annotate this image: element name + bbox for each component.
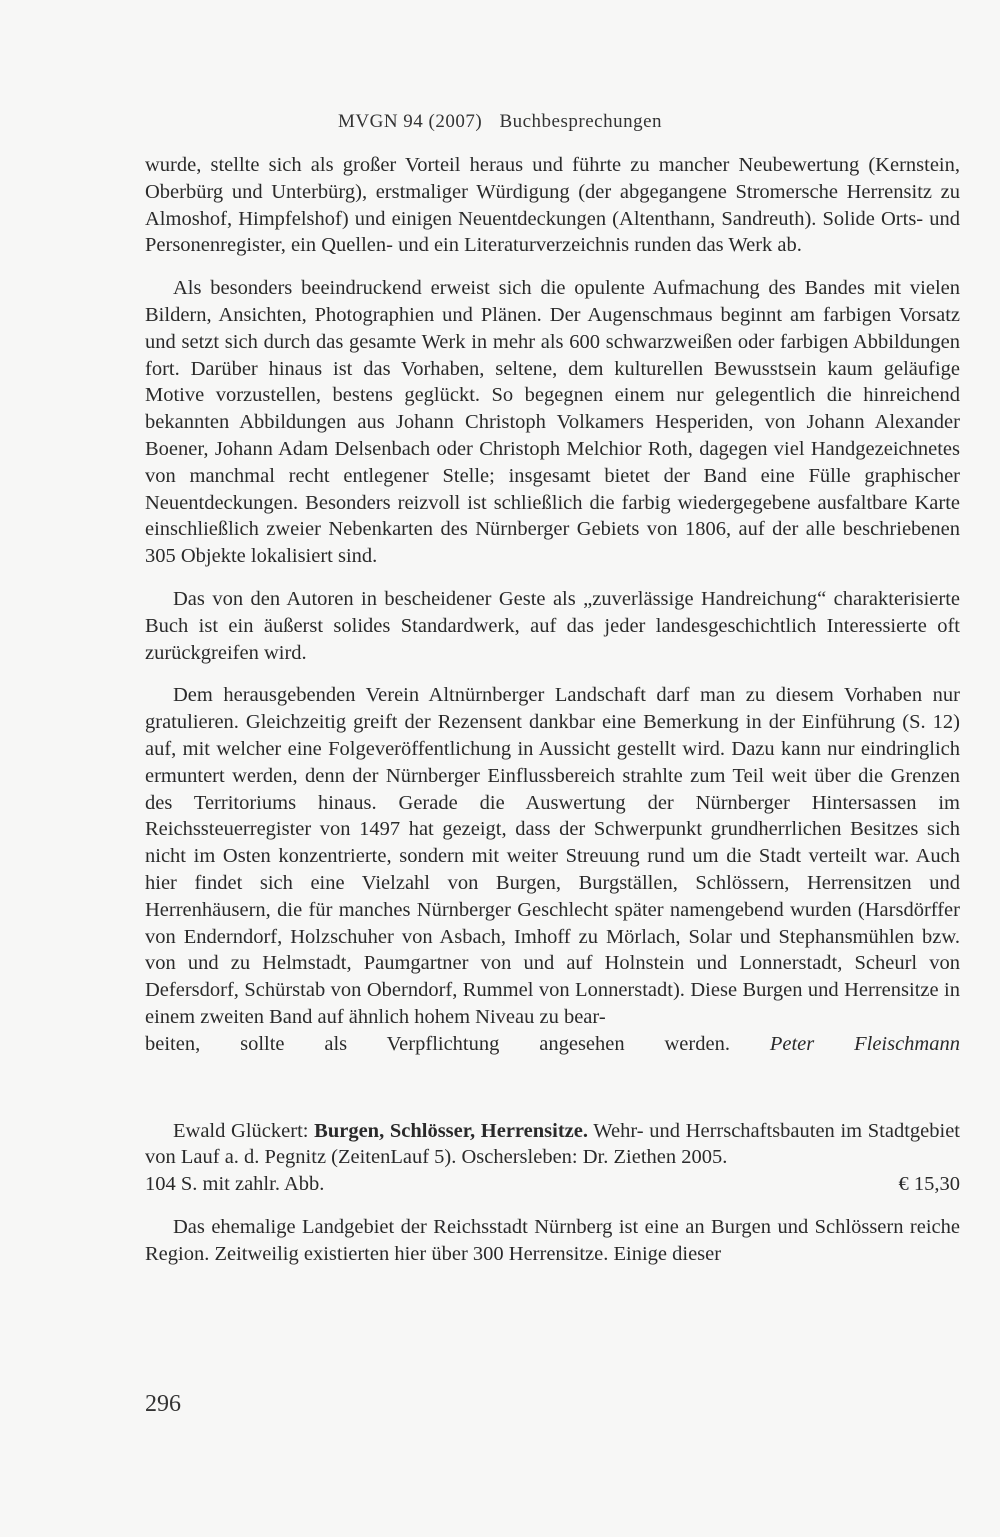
book-meta-line: [145, 1171, 960, 1198]
section-title: Buchbesprechungen: [499, 111, 663, 132]
book-details: Wehr- und Herrschaftsbauten im Stadtgebiet von Lauf a. d. Pegnitz (ZeitenLauf 5). Oschersleben: Dr. Ziethen 2005.: [145, 1119, 961, 1169]
book-author: Ewald Glückert:: [173, 1119, 309, 1142]
review-body-start: Das ehemalige Landgebiet der Reichsstadt Nürnberg ist eine an Burgen und Schlössern reiche Region. Zeitweilig existierten hier über 300 Herrensitze. Einige dieser: [145, 1215, 960, 1265]
signature-line: [145, 1031, 960, 1058]
book-title: Burgen, Schlösser, Herrensitze.: [314, 1119, 588, 1142]
paragraph-illustrations: Als besonders beeindruckend erweist sich die opulente Aufmachung des Bandes mit vielen Bildern, Ansichten, Photographien und Plänen. Der Augenschmaus beginnt am farbigen Vorsatz und setzt sich durch das gesamte Werk in mehr als 600 schwarzweißen oder farbigen Abbildungen fort. Darüber hinaus ist das Vorhaben, seltene, dem kulturellen Bewusstsein kaum geläufige Motive vorzustellen, bestens geglückt. So begegnen einem nur gelegentlich die hinreichend bekannten Abbildungen aus Johann Christoph Volkamers Hesperiden, von Johann Alexander Boener, Johann Adam Delsenbach oder Christoph Melchior Roth, dagegen viel Handgezeichnetes von manchmal recht entlegener Stelle; insgesamt bietet der Band eine Fülle graphischer Neuentdeckungen. Besonders reizvoll ist schließlich die farbig wiedergegebene ausfaltbare Karte einschließlich zweier Nebenkarten des Nürnberger Gebiets von 1806, auf der alle beschriebenen 305 Objekte lokalisiert sind.: [145, 277, 960, 568]
running-header: [0, 111, 1000, 133]
paragraph-conclusion-end: beiten, sollte als Verpflichtung angesehen werden.: [145, 1032, 730, 1055]
page-body: [145, 152, 960, 1267]
book-pages: 104 S. mit zahlr. Abb.: [145, 1173, 325, 1196]
page-number: 296: [145, 1391, 181, 1417]
reviewer-signature: Peter Fleischmann: [769, 1032, 960, 1055]
paragraph-assessment: Das von den Autoren in bescheidener Geste als „zuverlässige Handreichung“ charakterisierte Buch ist ein äußerst solides Standardwerk, auf das jeder landesgeschichtlich Interessierte oft zurückgreifen wird.: [145, 587, 960, 664]
paragraph-conclusion: Dem herausgebenden Verein Altnürnberger Landschaft darf man zu diesem Vorhaben nur gratulieren. Gleichzeitig greift der Rezensent dankbar eine Bemerkung in der Einführung (S. 12) auf, mit welcher eine Folgeveröffentlichung in Aussicht gestellt wird. Dazu kann nur eindringlich ermuntert werden, denn der Nürnberger Einflussbereich strahlte zum Teil weit über die Grenzen des Territoriums hinaus. Gerade die Auswertung der Nürnberger Hintersassen im Reichssteuerregister von 1497 hat gezeigt, dass der Schwerpunkt grundherrlichen Besitzes sich nicht im Osten konzentrierte, sondern mit weiter Streuung rund um die Stadt verteilt war. Auch hier findet sich eine Vielzahl von Burgen, Burgställen, Schlössern, Herrensitzen und Herrenhäusern, die für manches Nürnberger Geschlecht später namengebend wurden (Harsdörffer von Enderndorf, Holzschuher von Asbach, Imhoff zu Mörlach, Solar und Stephansmühlen bzw. von und zu Helmstadt, Paumgartner von und auf Holnstein und Lonnerstadt, Scheurl von Defersdorf, Schürstab von Oberndorf, Rummel von Lonnerstadt). Diese Burgen und Herrensitze in einem zweiten Band auf ähnlich hohem Niveau zu bear-: [145, 684, 960, 1028]
book-price: € 15,30: [898, 1173, 960, 1196]
paragraph-continuation: wurde, stellte sich als großer Vorteil heraus und führte zu mancher Neubewertung (Kernstein, Oberbürg und Unterbürg), erstmaliger Würdigung (der abgegangene Stromersche Herrensitz zu Almoshof, Himpfelshof) und einigen Neuentdeckungen (Altenthann, Sandreuth). Solide Orts- und Personenregister, ein Quellen- und ein Literaturverzeichnis runden das Werk ab.: [145, 154, 960, 257]
journal-reference: MVGN 94 (2007): [337, 111, 483, 132]
book-citation: [145, 1118, 960, 1172]
